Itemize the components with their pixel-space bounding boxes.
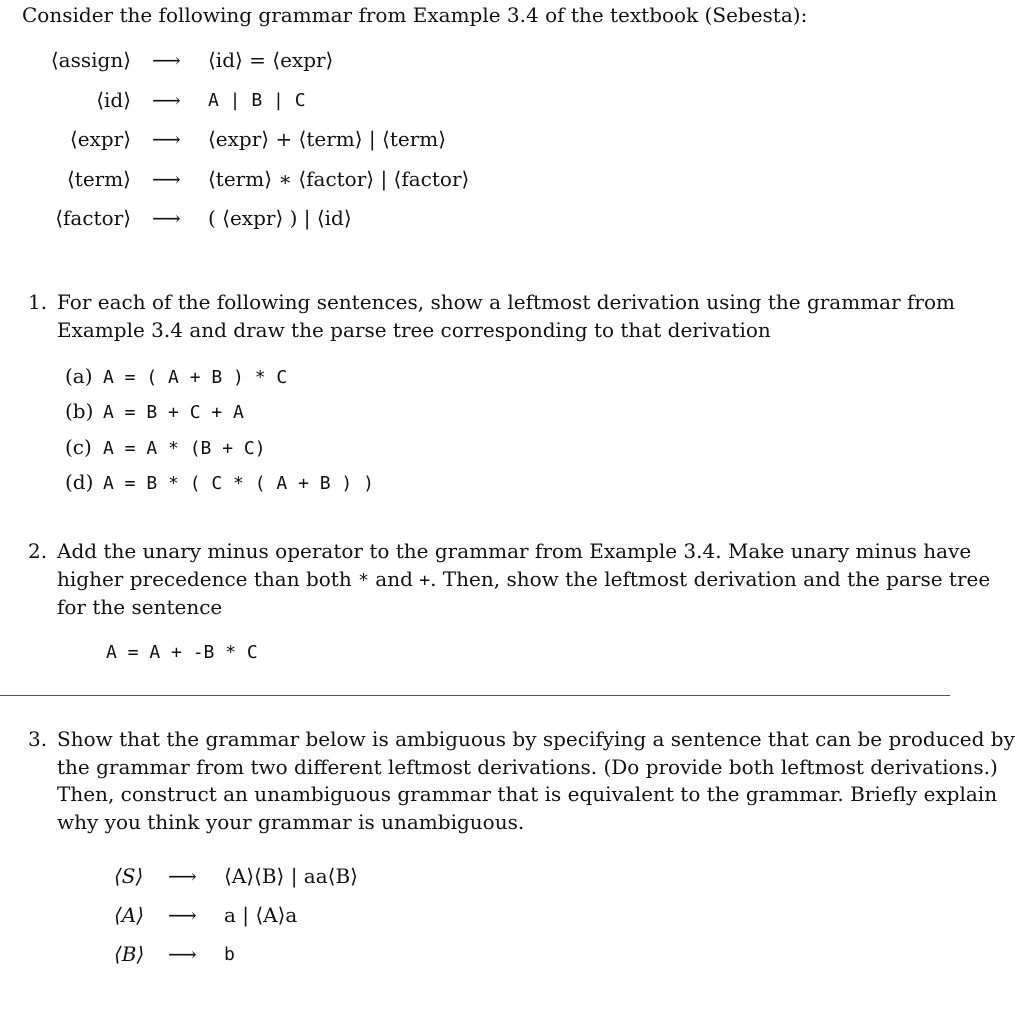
sentence-item [65, 364, 287, 388]
question-text-line: Then, construct an unambiguous grammar that is equivalent to the grammar. Briefly explain [57, 782, 998, 806]
item-sentence: A = A * (B + C) [103, 438, 266, 459]
grammar-rhs: ( ⟨expr⟩ ) | ⟨id⟩ [208, 206, 352, 230]
question-text-line: higher precedence than both * and +. Then, show the leftmost derivation and the parse tree [57, 567, 991, 591]
derives-arrow: ⟶ [152, 127, 181, 151]
derives-arrow: ⟶ [152, 206, 181, 230]
grammar-rhs: ⟨term⟩ ∗ ⟨factor⟩ | ⟨factor⟩ [208, 167, 470, 191]
intro-text: Consider the following grammar from Example 3.4 of the textbook (Sebesta): [22, 3, 808, 27]
item-label: (b) [65, 399, 94, 423]
horizontal-divider [0, 695, 950, 696]
item-label: (a) [65, 364, 93, 388]
grammar-lhs: ⟨assign⟩ [50, 48, 131, 72]
derives-arrow: ⟶ [152, 48, 181, 72]
question-text-line: the grammar from two different leftmost derivations. (Do provide both leftmost derivations.) [57, 755, 998, 779]
derives-arrow: ⟶ [168, 864, 197, 888]
grammar-lhs: ⟨term⟩ [66, 167, 131, 191]
question-text-line: Add the unary minus operator to the grammar from Example 3.4. Make unary minus have [57, 539, 972, 563]
grammar-lhs: ⟨S⟩ [114, 864, 144, 888]
sentence-item [65, 470, 374, 494]
question-number: 3. [28, 727, 48, 751]
derives-arrow: ⟶ [168, 942, 197, 966]
question-text-line: Example 3.4 and draw the parse tree corresponding to that derivation [57, 318, 771, 342]
grammar-rhs: a | ⟨A⟩a [224, 903, 298, 927]
grammar-lhs: ⟨id⟩ [96, 88, 131, 112]
grammar-lhs: ⟨expr⟩ [69, 127, 131, 151]
question-text-line: for the sentence [57, 595, 223, 619]
question-text-line: why you think your grammar is unambiguous. [57, 810, 525, 834]
grammar-rhs: ⟨expr⟩ + ⟨term⟩ | ⟨term⟩ [208, 127, 447, 151]
derives-arrow: ⟶ [168, 903, 197, 927]
grammar-lhs: ⟨A⟩ [114, 903, 145, 927]
item-label: (c) [65, 435, 92, 459]
grammar-rhs: A | B | C [208, 90, 306, 111]
grammar-lhs: ⟨B⟩ [114, 942, 145, 966]
grammar-lhs: ⟨factor⟩ [55, 206, 131, 230]
grammar-rhs: b [224, 944, 235, 965]
question-text-line: For each of the following sentences, show a leftmost derivation using the grammar from [57, 290, 955, 314]
question-number: 1. [28, 290, 48, 314]
question-number: 2. [28, 539, 48, 563]
item-label: (d) [65, 470, 94, 494]
grammar-rhs: ⟨A⟩⟨B⟩ | aa⟨B⟩ [224, 864, 358, 888]
item-sentence: A = B * ( C * ( A + B ) ) [103, 473, 374, 494]
item-sentence: A = ( A + B ) * C [103, 367, 288, 388]
sentence-display: A = A + -B * C [106, 642, 258, 663]
sentence-item [65, 399, 244, 423]
grammar-rhs: ⟨id⟩ = ⟨expr⟩ [208, 48, 334, 72]
item-sentence: A = B + C + A [103, 402, 244, 423]
derives-arrow: ⟶ [152, 167, 181, 191]
sentence-item [65, 435, 266, 459]
derives-arrow: ⟶ [152, 88, 181, 112]
question-text-line: Show that the grammar below is ambiguous by specifying a sentence that can be produced by [57, 727, 1015, 751]
